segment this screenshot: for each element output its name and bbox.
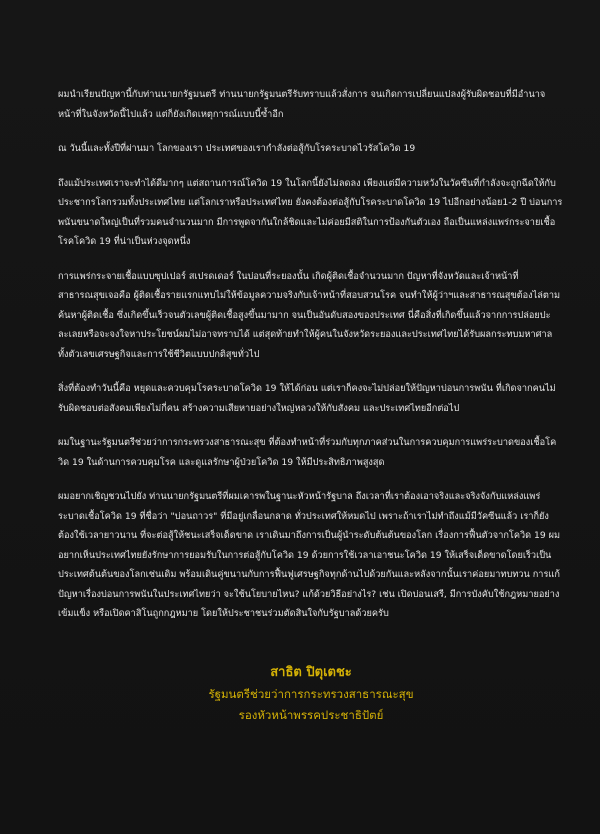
signer-party-role: รองหัวหน้าพรรคประชาธิปัตย์	[238, 707, 384, 722]
paragraph-7: ผมอยากเชิญชวนไปยัง ท่านนายกรัฐมนตรีที่ผมเคารพในฐานะหัวหน้ารัฐบาล ถึงเวลาที่เราต้องเอาจริงและจริงจังกับแหล่งแพร่ระบาดเชื้อโควิด 19 ที่ชื่อว่า "บ่อนถาวร" ที่มีอยู่เกลื่อนกลาด ทั่วประเทศให้หมดไป เพราะถ้าเราไม่ทำถึงแม้มีวัคซีนแล้ว เราก็ยังต้องใช้เวลายาวนาน ที่จะต่อสู้ให้ชนะเสร็จเด็ดขาด เราเดินมาถึงการเป็นผู้นำระดับต้นต้นของโลก เรื่องการฟื้นตัวจากโควิด 19 ผมอยากเห็นประเทศไทยยังรักษาการยอมรับในการต่อสู้กับโควิด 19 ด้วยการใช้เวลาเอาชนะโควิด 19 ให้เสร็จเด็ดขาดโดยเร็วเป็นประเทศต้นต้นของโลกเช่นเดิม พร้อมเดินคู่ขนานกับการฟื้นฟูเศรษฐกิจทุกด้านไปด้วยกันและหลังจากนั้นเราค่อยมาทบทวน การแก้ปัญหาเรื่องบ่อนการพนันในประเทศไทยว่า จะใช้นโยบายไหน? แก้ด้วยวิธีอย่างไร? เช่น เปิดบ่อนเสรี, มีการบังคับใช้กฎหมายอย่างเข้มแข็ง หรือเปิดคาสิโนถูกกฎหมาย โดยให้ประชาชนร่วมตัดสินใจกับรัฐบาลด้วยครับ	[58, 491, 561, 619]
letter-body	[58, 85, 564, 624]
paragraph-1: ผมนำเรียนปัญหานี้กับท่านนายกรัฐมนตรี ท่านนายกรัฐมนตรีรับทราบแล้วสั่งการ จนเกิดการเปลี่ยนแปลงผู้รับผิดชอบที่มีอำนาจหน้าที่ในจังหวัดนี้ไปแล้ว แต่ก็ยังเกิดเหตุการณ์แบบนี้ซ้ำอีก	[58, 89, 546, 120]
signature-block	[58, 662, 564, 726]
paragraph-3: ถึงแม้ประเทศเราจะทำได้ดีมากๆ แต่สถานการณ์โควิด 19 ในโลกนี้ยังไม่ลดลง เพียงแต่มีความหวังในวัคซีนที่กำลังจะถูกฉีดให้กับประชากรโลกรวมทั้งประเทศไทย แต่โลกเราหรือประเทศไทย ยังคงต้องต่อสู้กับโรคระบาดโควิด 19 ไปอีกอย่างน้อย1-2 ปี บ่อนการพนันขนาดใหญ่เป็นที่รวมคนจำนวนมาก มีการพูดจากันใกล้ชิดและไม่ค่อยมีสติในการป้องกันตัวเอง ถือเป็นแหล่งแพร่กระจายเชื้อโรคโควิด 19 ที่น่าเป็นห่วงจุดหนึ่ง	[58, 177, 563, 247]
paragraph-5: สิ่งที่ต้องทำวันนี้คือ หยุดและควบคุมโรคระบาดโควิด 19 ให้ได้ก่อน แต่เราก็คงจะไม่ปล่อยให้ปัญหาบ่อนการพนัน ที่เกิดจากคนไม่รับผิดชอบต่อสังคมเพียงไม่กี่คน สร้างความเสียหายอย่างใหญ่หลวงให้กับสังคม และประเทศไทยอีกต่อไป	[58, 383, 556, 414]
paragraph-6: ผมในฐานะรัฐมนตรีช่วยว่าการกระทรวงสาธารณะสุข ที่ต้องทำหน้าที่ร่วมกับทุกภาคส่วนในการควบคุมการแพร่ระบาดของเชื้อโควิด 19 ในด้านการควบคุมโรค และดูแลรักษาผู้ป่วยโควิด 19 ให้มีประสิทธิภาพสูงสุด	[58, 437, 557, 468]
signer-title: รัฐมนตรีช่วยว่าการกระทรวงสาธารณะสุข	[208, 686, 414, 701]
paragraph-4: การแพร่กระจายเชื้อแบบซุปเปอร์ สเปรดเดอร์ ในบ่อนที่ระยองนั้น เกิดผู้ติดเชื้อจำนวนมาก ปัญหาที่จังหวัดและเจ้าหน้าที่สาธารณสุขเจอคือ ผู้ติดเชื้อรายแรกแทบไม่ให้ข้อมูลความจริงกับเจ้าหน้าที่สอบสวนโรค จนทำให้ผู้ว่าฯและสาธารณสุขต้องไล่ตามค้นหาผู้ติดเชื้อ ซึ่งเกิดขึ้นเร็วจนตัวเลขผู้ติดเชื้อสูงขึ้นมามาก จนเป็นอันดับสองของประเทศ นี่คือสิ่งที่เกิดขึ้นแล้วจากการปล่อยปะละเลยหรือจะจงใจหาประโยชน์ผมไม่อาจทราบได้ แต่สุดท้ายทำให้ผู้คนในจังหวัดระยองและประเทศไทยได้รับผลกระทบมหาศาล ทั้งตัวเลขเศรษฐกิจและการใช้ชีวิตแบบปกติสุขทั่วไป	[58, 270, 561, 360]
signer-name: สาธิต ปิตุเตชะ	[270, 664, 352, 680]
paragraph-2: ณ วันนี้และทั้งปีที่ผ่านมา โลกของเรา ประเทศของเรากำลังต่อสู้กับโรคระบาดไวรัสโควิด 19	[58, 143, 416, 154]
